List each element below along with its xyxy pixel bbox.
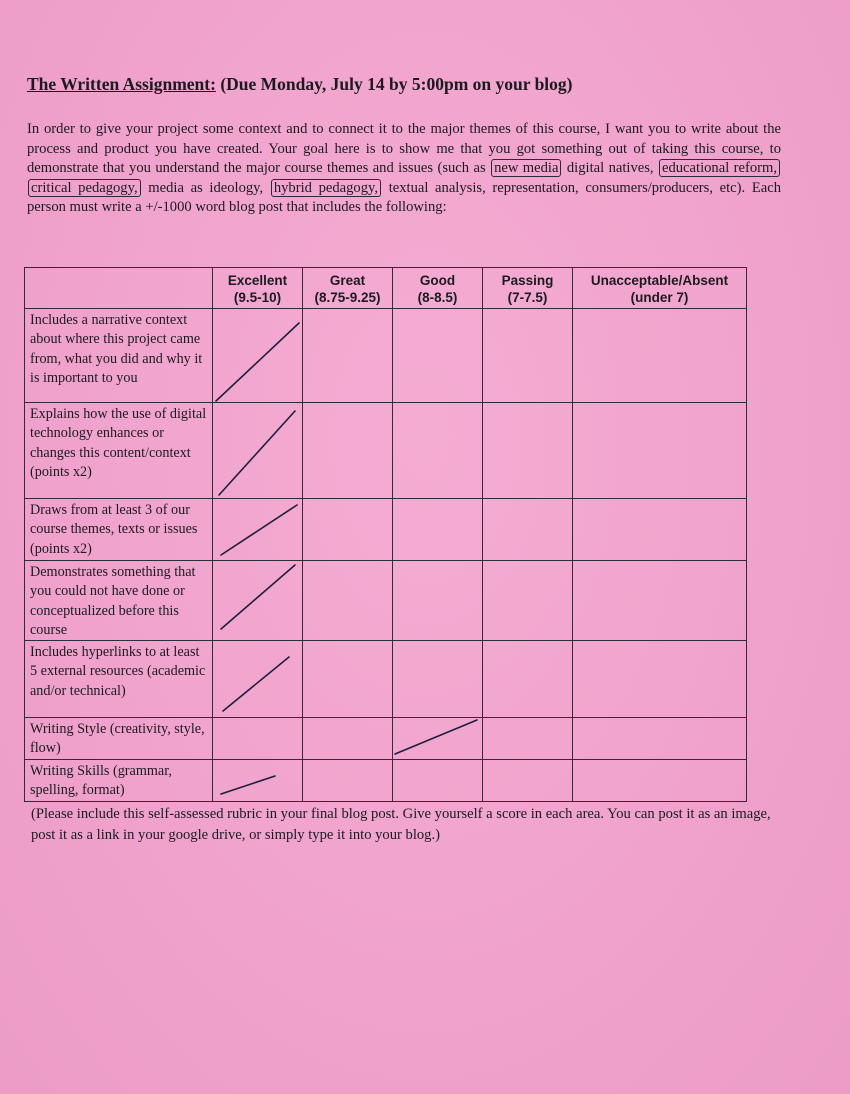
score-cell-great	[303, 561, 393, 641]
score-cell-passing	[483, 561, 573, 641]
intro-text-1: In order to give your project some context and to connect it to the major themes of this course, I want you to write about the process and product you have created. Your goal here is to show me that you got something out of taking this course, to demonstrate that you understand the major course themes and issues (such as	[27, 121, 781, 176]
rubric-row	[25, 309, 747, 403]
score-cell-passing	[483, 759, 573, 801]
score-cell-unacceptable	[573, 759, 747, 801]
score-cell-unacceptable	[573, 309, 747, 403]
score-cell-good	[393, 759, 483, 801]
score-cell-good	[393, 309, 483, 403]
pen-check-mark	[213, 641, 302, 717]
rubric-row	[25, 759, 747, 801]
score-cell-great	[303, 309, 393, 403]
criterion-cell: Demonstrates something that you could not have done or conceptualized before this course	[25, 561, 213, 641]
circled-term-educational-reform: educational reform,	[659, 159, 780, 177]
criterion-cell: Writing Skills (grammar, spelling, format)	[25, 759, 213, 801]
column-header: Good (8-8.5)	[393, 268, 483, 309]
criterion-header	[25, 268, 213, 309]
score-cell-passing	[483, 499, 573, 561]
score-cell-great	[303, 403, 393, 499]
rubric-header-row	[25, 268, 747, 309]
title-label: The Written Assignment:	[27, 74, 216, 94]
intro-text-4: textual analysis, representation, consumers/producers, etc). Each person must write a +/-1000 word blog post that includes the following:	[27, 179, 781, 215]
pen-check-mark	[213, 499, 302, 560]
column-header: Excellent (9.5-10)	[213, 268, 303, 309]
score-cell-excellent	[213, 718, 303, 760]
intro-paragraph	[27, 120, 781, 218]
criterion-cell: Writing Style (creativity, style, flow)	[25, 718, 213, 760]
pen-check-mark	[213, 309, 302, 402]
circled-term-new-media: new media	[491, 159, 561, 177]
criterion-cell: Draws from at least 3 of our course themes, texts or issues (points x2)	[25, 499, 213, 561]
rubric-row	[25, 499, 747, 561]
score-cell-good	[393, 499, 483, 561]
criterion-cell: Explains how the use of digital technology enhances or changes this content/context (points x2)	[25, 403, 213, 499]
score-cell-passing	[483, 641, 573, 718]
pen-check-mark	[213, 760, 302, 801]
column-header: Great (8.75-9.25)	[303, 268, 393, 309]
score-cell-great	[303, 499, 393, 561]
score-cell-passing	[483, 403, 573, 499]
due-date: (Due Monday, July 14 by 5:00pm on your blog)	[220, 74, 573, 94]
pen-check-mark	[213, 561, 302, 640]
column-header: Unacceptable/Absent (under 7)	[573, 268, 747, 309]
score-cell-good	[393, 718, 483, 760]
score-cell-excellent	[213, 759, 303, 801]
instructions-note: (Please include this self-assessed rubric in your final blog post. Give yourself a score in each area. You can post it as an image, post it as a link in your google drive, or simply type it into your blog.)	[31, 806, 771, 843]
rubric-row	[25, 403, 747, 499]
score-cell-good	[393, 403, 483, 499]
score-cell-unacceptable	[573, 403, 747, 499]
score-cell-great	[303, 718, 393, 760]
score-cell-good	[393, 641, 483, 718]
criterion-cell: Includes a narrative context about where this project came from, what you did and why it is important to you	[25, 309, 213, 403]
score-cell-unacceptable	[573, 641, 747, 718]
score-cell-excellent	[213, 641, 303, 718]
pen-check-mark	[213, 403, 302, 498]
intro-text-3: media as ideology,	[148, 179, 264, 196]
score-cell-great	[303, 759, 393, 801]
rubric-table	[24, 267, 747, 802]
score-cell-passing	[483, 718, 573, 760]
score-cell-excellent	[213, 561, 303, 641]
score-cell-passing	[483, 309, 573, 403]
circled-term-critical-pedagogy: critical pedagogy,	[28, 179, 141, 197]
score-cell-excellent	[213, 309, 303, 403]
score-cell-unacceptable	[573, 718, 747, 760]
intro-text-2: digital natives,	[566, 160, 654, 176]
rubric-row	[25, 561, 747, 641]
column-header: Passing (7-7.5)	[483, 268, 573, 309]
score-cell-excellent	[213, 403, 303, 499]
rubric-row	[25, 641, 747, 718]
score-cell-unacceptable	[573, 499, 747, 561]
pen-check-mark	[393, 718, 482, 759]
assignment-title	[27, 74, 573, 95]
score-cell-excellent	[213, 499, 303, 561]
score-cell-great	[303, 641, 393, 718]
circled-term-hybrid-pedagogy: hybrid pedagogy,	[271, 179, 381, 197]
rubric-row	[25, 718, 747, 760]
criterion-cell: Includes hyperlinks to at least 5 external resources (academic and/or technical)	[25, 641, 213, 718]
score-cell-good	[393, 561, 483, 641]
score-cell-unacceptable	[573, 561, 747, 641]
